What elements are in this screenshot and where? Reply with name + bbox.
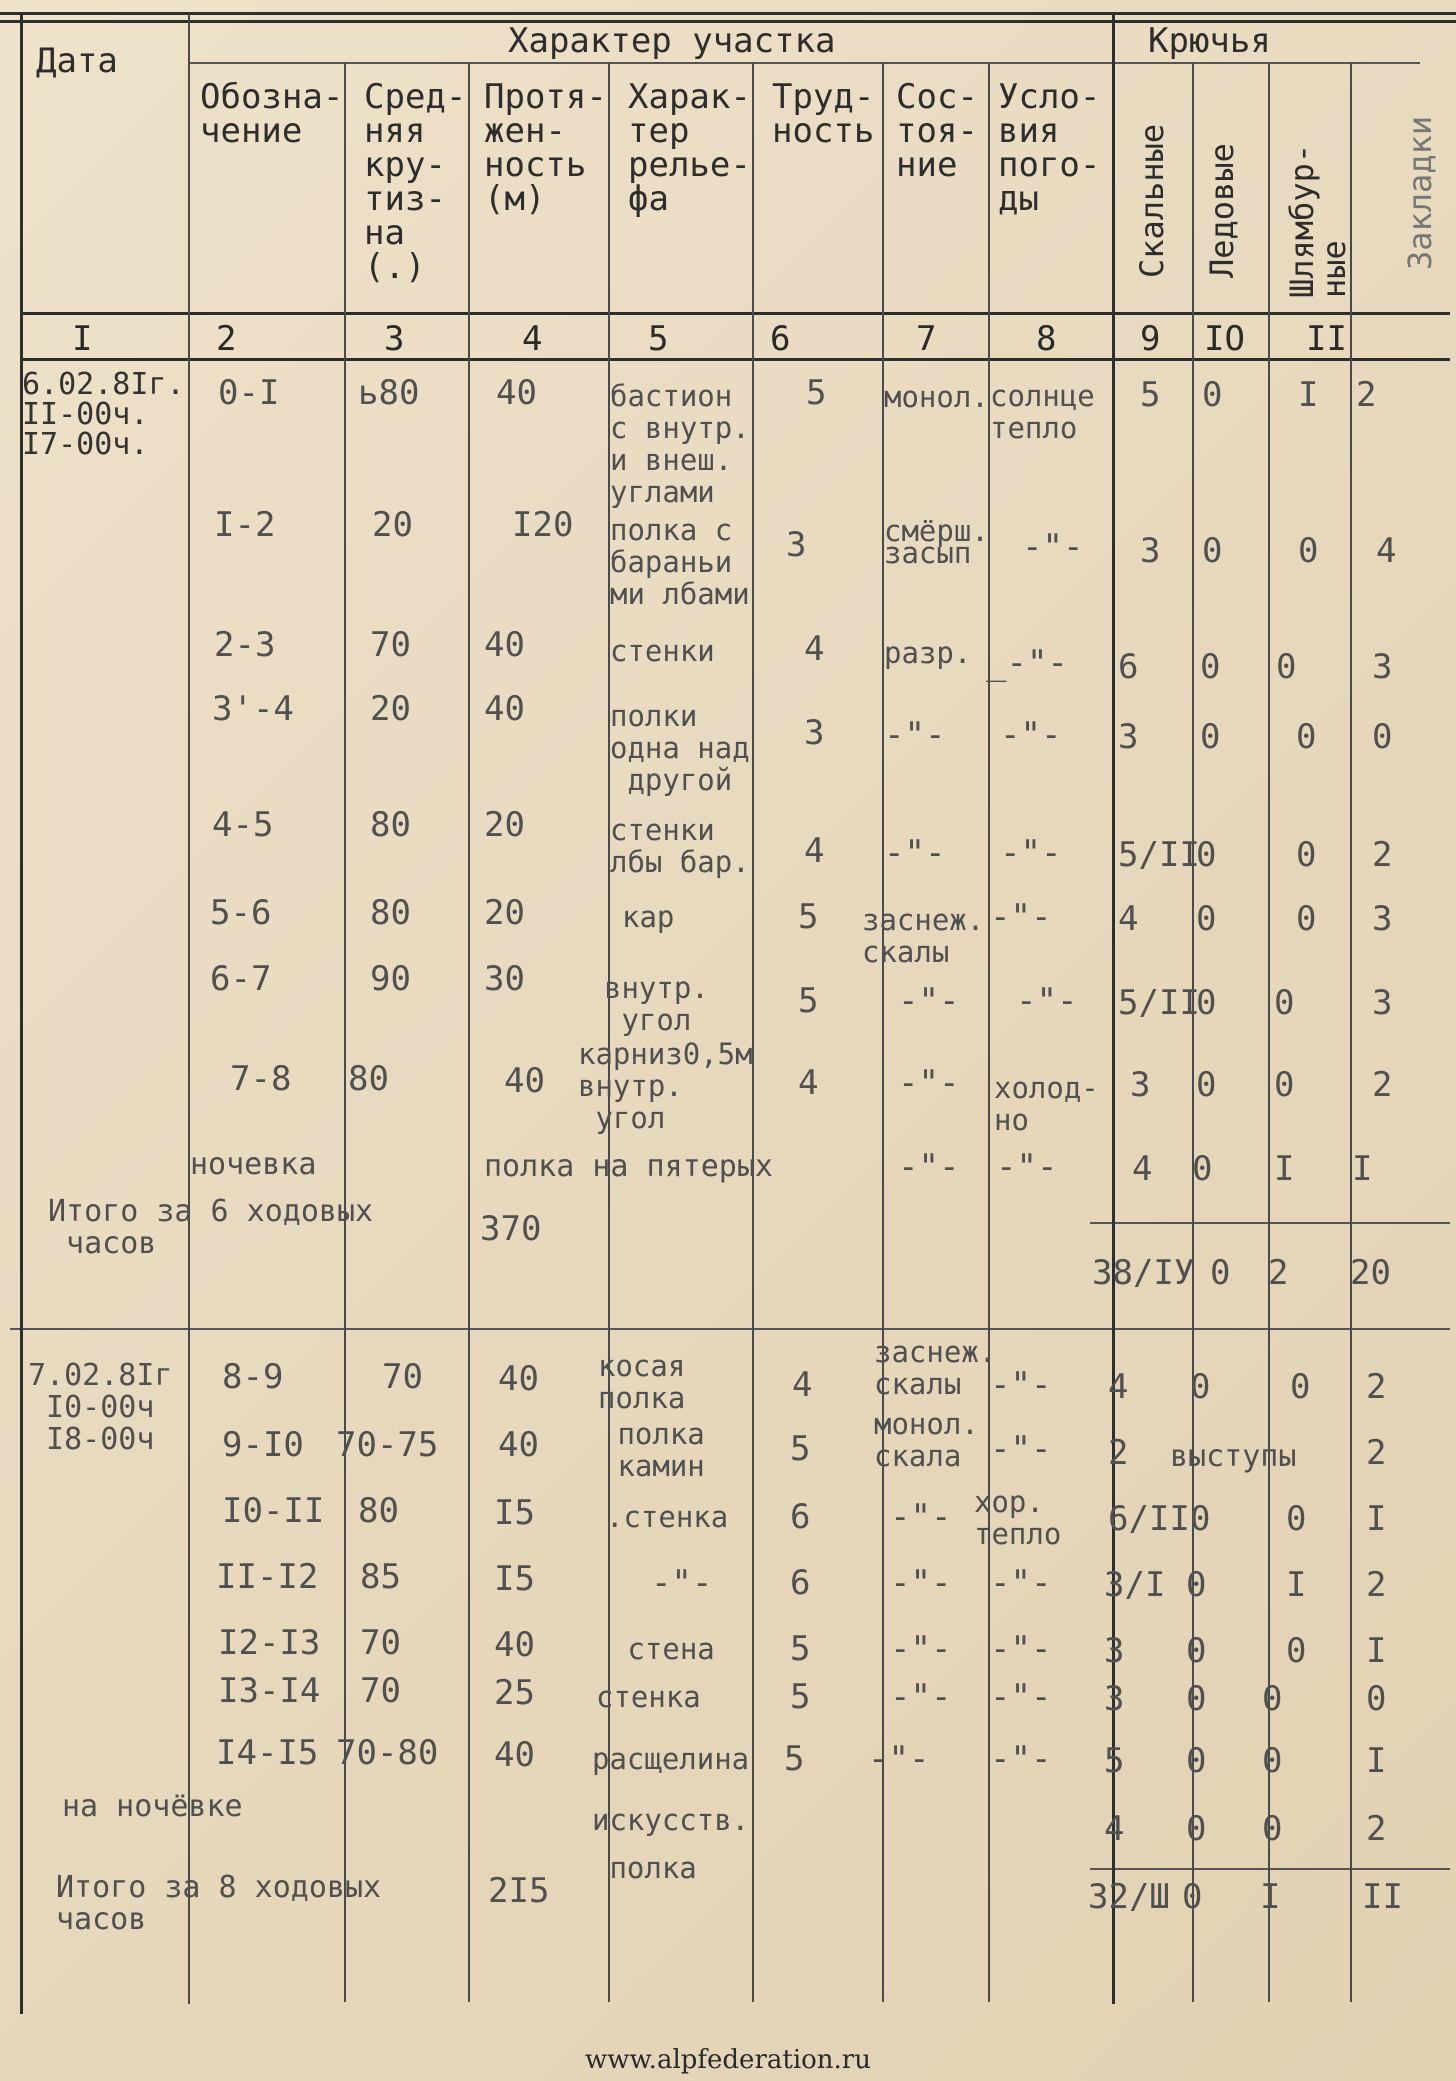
- cell-segment: I-2: [214, 505, 276, 545]
- cell-bolt: 0: [1262, 1809, 1283, 1849]
- cell-weather: -"-: [990, 1677, 1052, 1717]
- bivouac-label: ночевка: [190, 1147, 317, 1182]
- hook-header-ice: Ледовые: [1203, 143, 1241, 278]
- cell-relief: -"-: [610, 1563, 713, 1603]
- cell-length: 40: [504, 1061, 545, 1101]
- hook-header-rock: Скальные: [1133, 123, 1171, 278]
- cell-steepness: 20: [372, 505, 413, 545]
- cell-segment: 4-5: [212, 805, 274, 845]
- cell-chock: 0: [1372, 717, 1393, 757]
- cell-weather: -"-: [1000, 833, 1062, 873]
- total-ice: 0: [1182, 1877, 1203, 1917]
- col-header-length: Протя- жен- ность (м): [484, 77, 607, 219]
- cell-segment: 6-7: [210, 959, 272, 999]
- cell-state: -"-: [890, 1563, 952, 1603]
- cell-state: -"-: [868, 1739, 930, 1779]
- cell-weather: -"-: [990, 897, 1052, 937]
- cell-difficulty: 3: [804, 713, 825, 753]
- bivouac-place: искусств. полка: [592, 1803, 750, 1885]
- cell-ice: 0: [1186, 1631, 1207, 1671]
- cell-length: 40: [494, 1735, 535, 1775]
- cell-difficulty: 4: [798, 1063, 819, 1103]
- cell-ice: 0: [1202, 375, 1223, 415]
- col-header-state: Сос- тоя- ние: [896, 77, 978, 185]
- colnum-7: 7: [916, 319, 937, 359]
- cell-steepness: 70-80: [336, 1733, 439, 1773]
- cell-ice: 0: [1196, 1065, 1217, 1105]
- cell-chock: 2: [1366, 1809, 1387, 1849]
- cell-steepness: 70: [370, 625, 411, 665]
- cell-segment: 7-8: [230, 1059, 292, 1099]
- cell-bolt: 0: [1274, 983, 1295, 1023]
- total-length: 370: [480, 1209, 542, 1249]
- cell-rock: 5: [1104, 1741, 1125, 1781]
- cell-difficulty: 4: [804, 831, 825, 871]
- cell-bolt: 0: [1262, 1679, 1283, 1719]
- cell-difficulty: 5: [790, 1429, 811, 1469]
- col-divider-5: [752, 62, 754, 2002]
- cell-difficulty: 5: [798, 897, 819, 937]
- cell-length: 25: [494, 1673, 535, 1713]
- cell-length: 40: [484, 625, 525, 665]
- total-length: 2I5: [488, 1871, 550, 1911]
- cell-steepness: 80: [358, 1491, 399, 1531]
- col-divider-date: [188, 14, 190, 2004]
- cell-ice: 0: [1190, 1367, 1211, 1407]
- cell-state: монол. скала: [874, 1407, 979, 1473]
- cell-bolt: 0: [1290, 1367, 1311, 1407]
- cell-weather: _-"-: [986, 643, 1068, 683]
- cell-difficulty: 5: [806, 373, 827, 413]
- cell-steepness: 80: [370, 805, 411, 845]
- date-header: Дата: [36, 41, 118, 81]
- cell-difficulty: 5: [790, 1629, 811, 1669]
- cell-bolt: I: [1298, 375, 1319, 415]
- day-separator-rule: [10, 1328, 1450, 1330]
- cell-ice: 0: [1186, 1809, 1207, 1849]
- cell-chock: I: [1352, 1149, 1373, 1189]
- cell-segment: 3'-4: [212, 689, 294, 729]
- cell-relief: .стенка: [606, 1500, 729, 1534]
- cell-chock: 4: [1376, 531, 1397, 571]
- cell-chock: I: [1366, 1631, 1387, 1671]
- cell-chock: 3: [1372, 899, 1393, 939]
- cell-length: I5: [494, 1559, 535, 1599]
- hooks-header: Крючья: [1148, 21, 1271, 61]
- cell-ice: 0: [1190, 1499, 1211, 1539]
- cell-length: 20: [484, 893, 525, 933]
- cell-difficulty: 5: [798, 981, 819, 1021]
- cell-steepness: 70: [382, 1357, 423, 1397]
- cell-difficulty: 6: [790, 1497, 811, 1537]
- cell-relief: косая полка: [598, 1349, 686, 1415]
- col-header-difficulty: Труд- ность: [772, 77, 875, 151]
- cell-length: 20: [484, 805, 525, 845]
- cell-ice: 0: [1196, 899, 1217, 939]
- cell-length: 40: [484, 689, 525, 729]
- cell-ice: 0: [1202, 531, 1223, 571]
- cell-weather: -"-: [990, 1629, 1052, 1669]
- hook-header-bolt: Шлямбур- ные: [1283, 143, 1353, 298]
- cell-weather: -"-: [1000, 715, 1062, 755]
- cell-length: 40: [498, 1425, 539, 1465]
- cell-state: -"-: [884, 715, 946, 755]
- cell-relief: полки одна над другой: [610, 699, 750, 797]
- cell-weather: -"-: [990, 1365, 1052, 1405]
- cell-ice: 0: [1196, 835, 1217, 875]
- col-divider-11: [1350, 62, 1352, 2002]
- cell-length: I20: [512, 505, 574, 545]
- cell-ice: 0: [1186, 1679, 1207, 1719]
- cell-bolt: 0: [1274, 1065, 1295, 1105]
- cell-steepness: 80: [370, 893, 411, 933]
- cell-relief: карниз0,5м внутр. угол: [578, 1037, 753, 1135]
- cell-weather: -"-: [996, 1147, 1058, 1187]
- cell-rock: 3: [1118, 717, 1139, 757]
- cell-difficulty: 5: [784, 1739, 805, 1779]
- cell-state: -"-: [890, 1677, 952, 1717]
- day2-total-rule: [1090, 1868, 1450, 1870]
- cell-bolt: 0: [1298, 531, 1319, 571]
- cell-length: 40: [498, 1359, 539, 1399]
- cell-weather: -"-: [1022, 527, 1084, 567]
- cell-bolt: I: [1274, 1149, 1295, 1189]
- colnum-3: 3: [384, 319, 405, 359]
- total-bolt: I: [1260, 1877, 1281, 1917]
- cell-state: заснеж. скалы: [874, 1335, 997, 1401]
- cell-rock: 4: [1132, 1149, 1153, 1189]
- cell-chock: I: [1366, 1741, 1387, 1781]
- cell-chock: I: [1366, 1499, 1387, 1539]
- total-ice: 0: [1210, 1253, 1231, 1293]
- cell-weather: холод- но: [994, 1071, 1099, 1137]
- cell-rock: 4: [1108, 1367, 1129, 1407]
- cell-rock: 5: [1140, 375, 1161, 415]
- cell-rock: 6/II: [1108, 1499, 1190, 1539]
- col-header-segment: Обозна- чение: [200, 77, 344, 151]
- cell-state: -"-: [898, 981, 960, 1021]
- section-underline: [190, 62, 1420, 64]
- colnum-1: I: [72, 319, 93, 359]
- top-border: [0, 12, 1456, 15]
- left-border: [20, 14, 23, 2014]
- cell-segment: 0-I: [218, 373, 280, 413]
- cell-rock: 3: [1104, 1631, 1125, 1671]
- colnum-11: II: [1306, 319, 1347, 359]
- cell-weather: -"-: [1016, 981, 1078, 1021]
- cell-state: заснеж. скалы: [862, 903, 985, 969]
- day1-total-rule: [1090, 1222, 1450, 1224]
- cell-segment: 9-I0: [222, 1425, 304, 1465]
- cell-chock: 3: [1372, 647, 1393, 687]
- cell-segment: 2-3: [214, 625, 276, 665]
- total-rock: 32/Ш: [1088, 1877, 1170, 1917]
- cell-chock: 2: [1372, 835, 1393, 875]
- col-divider-6: [882, 62, 884, 2002]
- total-rock: 38/IУ: [1092, 1253, 1195, 1293]
- cell-ice: 0: [1196, 983, 1217, 1023]
- colnum-6: 6: [770, 319, 791, 359]
- cell-segment: I0-II: [222, 1491, 325, 1531]
- col-header-relief: Харак- тер релье- фа: [628, 77, 751, 219]
- cell-rock: 3: [1130, 1065, 1151, 1105]
- cell-bolt: 0: [1276, 647, 1297, 687]
- cell-segment: I3-I4: [218, 1671, 321, 1711]
- cell-chock: 2: [1366, 1367, 1387, 1407]
- hook-header-chock: Закладки: [1401, 115, 1439, 270]
- day2-date: 7.02.8Iг I0-00ч I8-00ч: [28, 1358, 173, 1457]
- cell-state: разр.: [884, 636, 972, 670]
- cell-segment: 5-6: [210, 893, 272, 933]
- cell-segment: I4-I5: [216, 1733, 319, 1773]
- cell-bolt: 0: [1296, 717, 1317, 757]
- cell-relief: стена: [610, 1632, 715, 1666]
- cell-steepness: 80: [348, 1059, 389, 1099]
- cell-weather: -"-: [990, 1563, 1052, 1603]
- cell-ice: 0: [1186, 1741, 1207, 1781]
- cell-steepness: 20: [370, 689, 411, 729]
- cell-bolt: 0: [1296, 835, 1317, 875]
- header-bottom-rule: [20, 312, 1450, 315]
- cell-difficulty: 4: [804, 629, 825, 669]
- colnum-5: 5: [648, 319, 669, 359]
- col-header-steepness: Сред- няя кру- тиз- на (.): [364, 77, 467, 287]
- cell-relief: стенки: [610, 634, 715, 668]
- cell-length: 40: [496, 373, 537, 413]
- cell-relief: стенки лбы бар.: [610, 813, 750, 879]
- cell-ice: 0: [1200, 717, 1221, 757]
- cell-steepness: 70: [360, 1671, 401, 1711]
- cell-state: -"-: [898, 1147, 960, 1187]
- cell-bolt: 0: [1286, 1631, 1307, 1671]
- cell-steepness: 70-75: [336, 1425, 439, 1465]
- cell-rock: 4: [1104, 1809, 1125, 1849]
- cell-relief: бастион с внутр. и внеш. углами: [610, 379, 750, 509]
- bivouac-label: на ночёвке: [62, 1789, 243, 1824]
- cell-segment: II-I2: [216, 1557, 319, 1597]
- cell-weather: -"-: [990, 1739, 1052, 1779]
- cell-rock: 2: [1108, 1433, 1129, 1473]
- cell-segment: I2-I3: [218, 1623, 321, 1663]
- cell-length: 30: [484, 959, 525, 999]
- cell-relief: расщелина: [592, 1742, 750, 1776]
- cell-length: I5: [494, 1493, 535, 1533]
- cell-relief: стенка: [596, 1680, 701, 1714]
- cell-bolt: I: [1286, 1565, 1307, 1605]
- cell-steepness: 90: [370, 959, 411, 999]
- cell-relief: полка камин: [617, 1417, 705, 1483]
- cell-state: смёрш. засып: [884, 514, 989, 570]
- cell-rock: 4: [1118, 899, 1139, 939]
- cell-state: -"-: [898, 1063, 960, 1103]
- total-label: Итого за 8 ходовых часов: [56, 1870, 382, 1937]
- colnum-9: 9: [1140, 319, 1161, 359]
- cell-length: 40: [494, 1625, 535, 1665]
- cell-chock: 2: [1366, 1433, 1387, 1473]
- cell-ice: 0: [1186, 1565, 1207, 1605]
- colnum-8: 8: [1036, 319, 1057, 359]
- cell-steepness: ь80: [358, 373, 420, 413]
- cell-difficulty: 6: [790, 1563, 811, 1603]
- col-divider-2: [344, 62, 346, 2002]
- cell-rock: 3: [1104, 1679, 1125, 1719]
- colnum-2: 2: [216, 319, 237, 359]
- cell-relief: кар: [622, 900, 675, 934]
- day1-date: 6.02.8Iг. II-00ч. I7-00ч.: [22, 367, 185, 462]
- cell-chock: 2: [1356, 375, 1377, 415]
- total-chock: 20: [1350, 1253, 1391, 1293]
- cell-chock: 0: [1366, 1679, 1387, 1719]
- cell-relief: полка с бараньи ми лбами: [610, 513, 750, 611]
- cell-state: -"-: [890, 1497, 952, 1537]
- cell-weather: солнце тепло: [990, 379, 1095, 445]
- source-watermark: www.alpfederation.ru: [585, 2045, 871, 2075]
- cell-weather: хор. тепло: [974, 1485, 1062, 1551]
- col-header-weather: Усло- вия пого- ды: [998, 77, 1101, 219]
- col-divider-3: [468, 62, 470, 2002]
- colnum-10: IO: [1204, 319, 1245, 359]
- cell-chock: 2: [1372, 1065, 1393, 1105]
- cell-state: монол.: [884, 380, 989, 414]
- cell-rock: 3: [1140, 531, 1161, 571]
- cell-rock: 5/II: [1118, 835, 1200, 875]
- cell-rock: 3/I: [1104, 1565, 1166, 1605]
- bivouac-place: полка на пятерых: [484, 1149, 773, 1184]
- cell-state: -"-: [884, 833, 946, 873]
- colnum-4: 4: [522, 319, 543, 359]
- cell-relief: внутр. угол: [604, 971, 709, 1037]
- total-bolt: 2: [1268, 1253, 1289, 1293]
- cell-ice: 0: [1192, 1149, 1213, 1189]
- cell-chock: 3: [1372, 983, 1393, 1023]
- cell-difficulty: 4: [792, 1365, 813, 1405]
- cell-bolt: 0: [1296, 899, 1317, 939]
- total-label: Итого за 6 ходовых часов: [48, 1194, 374, 1261]
- section-header: Характер участка: [508, 21, 836, 61]
- cell-state: -"-: [890, 1629, 952, 1669]
- cell-chock: 2: [1366, 1565, 1387, 1605]
- cell-rock: 6: [1118, 647, 1139, 687]
- cell-segment: 8-9: [222, 1357, 284, 1397]
- cell-ice: выступы: [1170, 1439, 1297, 1474]
- cell-bolt: 0: [1286, 1499, 1307, 1539]
- cell-difficulty: 3: [786, 525, 807, 565]
- cell-rock: 5/II: [1118, 983, 1200, 1023]
- cell-steepness: 70: [360, 1623, 401, 1663]
- cell-difficulty: 5: [790, 1677, 811, 1717]
- cell-steepness: 85: [360, 1557, 401, 1597]
- total-chock: II: [1362, 1877, 1403, 1917]
- cell-weather: -"-: [990, 1429, 1052, 1469]
- cell-bolt: 0: [1262, 1741, 1283, 1781]
- cell-ice: 0: [1200, 647, 1221, 687]
